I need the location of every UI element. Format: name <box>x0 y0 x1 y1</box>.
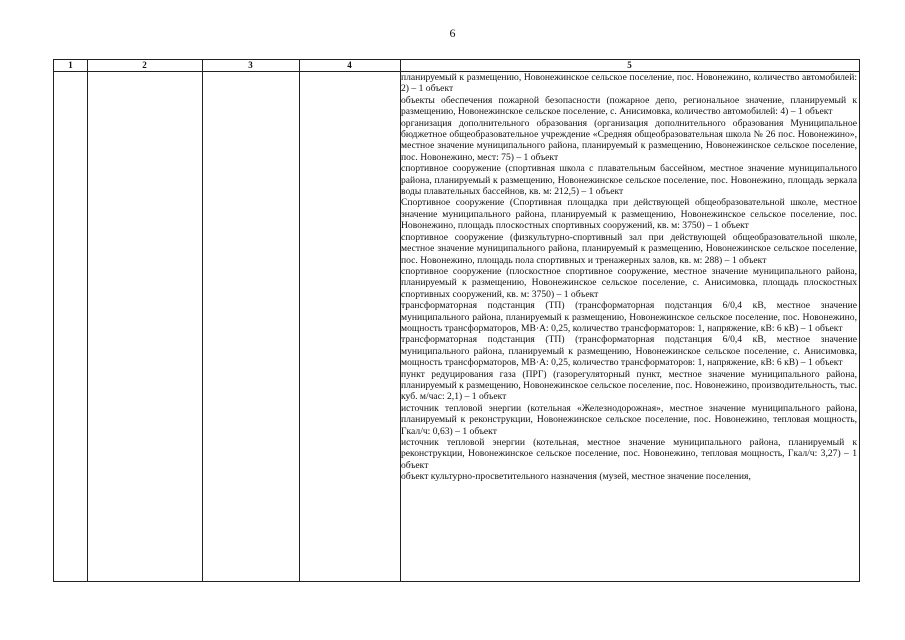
list-item: трансформаторная подстанция (ТП) (трансформаторная подстанция 6/0,4 кВ, местное значение муниципального района, планируемый к размещению, Новонежинское сельское поселение, с. Анисимовка, мощность трансформаторов, МВ·А: 0,25, количество трансформаторов: 1, напряжение, кВ: 6 кВ) – 1 объект <box>401 334 857 369</box>
table-header-row <box>54 60 859 72</box>
list-item: спортивное сооружение (плоскостное спортивное сооружение, местное значение муниципального района, планируемый к размещению, Новонежинское сельское поселение, с. Анисимовка, площадь плоскостных спортивных сооружений, кв. м: 3750) – 1 объект <box>401 265 857 300</box>
data-table <box>53 59 860 582</box>
column-divider <box>87 60 88 581</box>
list-item: трансформаторная подстанция (ТП) (трансформаторная подстанция 6/0,4 кВ, местное значение муниципального района, планируемый к размещению, Новонежинское сельское поселение, пос. Новонежино, мощность трансформаторов, МВ·А: 0,25, количество трансформаторов: 1, напряжение, кВ: 6 кВ) – 1 объект <box>401 300 857 334</box>
page-number: 6 <box>449 26 456 40</box>
header-col-4: 4 <box>347 60 352 70</box>
list-item: источник тепловой энергии (котельная, местное значение муниципального района, планируемый к реконструкции, Новонежинское сельское поселение, пос. Новонежино, тепловая мощность, Гкал/ч: 3,27) – 1 объект <box>401 437 857 471</box>
header-col-3: 3 <box>248 60 253 70</box>
list-item: планируемый к размещению, Новонежинское сельское поселение, пос. Новонежино, количество автомобилей: 2) – 1 объект <box>401 72 857 95</box>
column-5-content <box>401 72 857 580</box>
column-divider <box>202 60 203 581</box>
list-item: спортивное сооружение (спортивная школа с плавательным бассейном, местное значение муниципального района, планируемый к размещению, Новонежинское сельское поселение, пос. Новонежино, площадь зеркала воды плавательных бассейнов, кв. м: 212,5) – 1 объект <box>401 163 857 198</box>
list-item: Спортивное сооружение (Спортивная площадка при действующей общеобразовательной школе, местное значение муниципального района, планируемый к размещению, Новонежинское сельское поселение, пос. Новонежино, площадь плоскостных спортивных сооружений, кв. м: 3750) – 1 объект <box>401 197 857 232</box>
list-item: пункт редуцирования газа (ПРГ) (газорегуляторный пункт, местное значение муниципального района, планируемый к размещению, Новонежинское сельское поселение, пос. Новонежино, производительность, тыс. куб. м/час: 2,1) – 1 объект <box>401 368 857 403</box>
header-col-1: 1 <box>68 60 73 70</box>
header-col-5: 5 <box>627 60 632 70</box>
list-item: объекты обеспечения пожарной безопасности (пожарное депо, региональное значение, планируемый к размещению, Новонежинское сельское поселение, с. Анисимовка, количество автомобилей: 4) – 1 объект <box>401 94 857 118</box>
list-item: объект культурно-просветительного назначения (музей, местное значение поселения, <box>401 471 751 483</box>
column-divider <box>299 60 300 581</box>
list-item: источник тепловой энергии (котельная «Железнодорожная», местное значение муниципального района, планируемый к реконструкции, Новонежинское сельское поселение, пос. Новонежино, тепловая мощность, Гкал/ч: 0,63) – 1 объект <box>401 402 857 437</box>
list-item: спортивное сооружение (физкультурно-спортивный зал при действующей общеобразовательной школе, местное значение муниципального района, планируемый к размещению, Новонежинское сельское поселение, пос. Новонежино, площадь пола спортивных и тренажерных залов, кв. м: 288) – 1 объект <box>401 231 857 266</box>
header-col-2: 2 <box>142 60 147 70</box>
list-item: организация дополнительного образования (организация дополнительного образования Муниципальное бюджетное общеобразовательное учреждение «Средняя общеобразовательная школа № 26 пос. Новонежино», местное значение муниципального района, планируемый к размещению, Новонежинское сельское поселение, пос. Новонежино, мест: 75) – 1 объект <box>401 117 857 163</box>
